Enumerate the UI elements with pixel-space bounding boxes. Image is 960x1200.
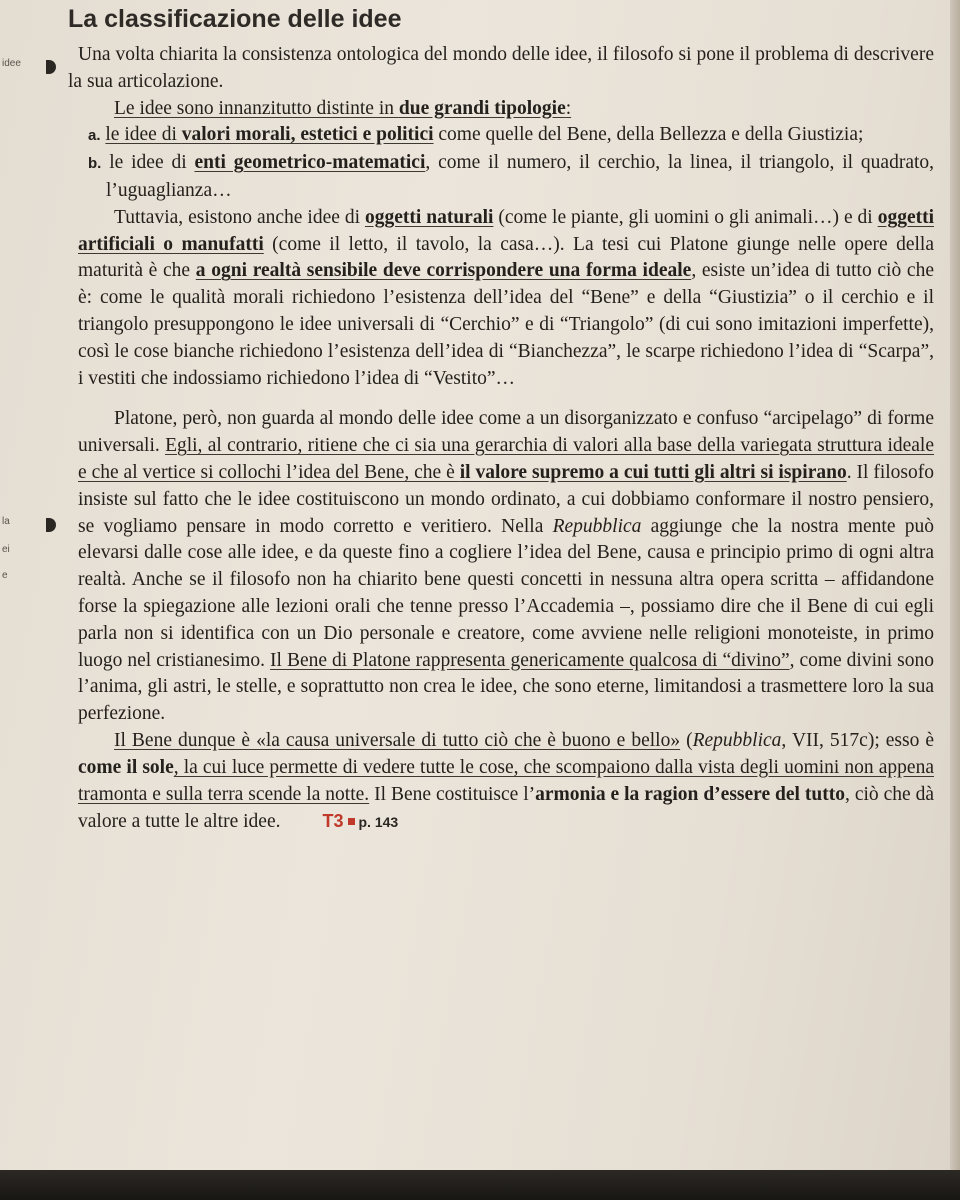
page-edge (950, 0, 960, 1170)
type-b-bold: enti geometrico-matematici (194, 152, 426, 174)
para3-s2: , VII, 517c); esso è (781, 729, 934, 751)
type-item-b (78, 150, 934, 205)
types-intro-pre: Le idee sono innanzitutto distinte in (114, 97, 399, 119)
gerarchia-paragraph (78, 406, 934, 728)
para2-s2: . Il filosofo insiste sul fatto che le idee costituiscono un mondo ordinato, a cui dobbiamo conformare il nostro pensiero, se vogliamo pensare in modo corretto e veritiero. Nella (78, 461, 934, 537)
types-block (78, 96, 934, 393)
para3-i1: Repubblica (692, 729, 782, 751)
intro-paragraph-text: Una volta chiarita la consistenza ontologica del mondo delle idee, il filosofo si pone il problema di descrivere la sua articolazione. (68, 44, 934, 92)
para2-s3: aggiunge che la nostra mente può elevarsi dalle cose alle idee, e da queste fino a cogliere l’idea del Bene, causa e principio primo di ogni altra realtà. Anche se il filosofo non ha chiarito bene questi concetti in nessuna altra opera scritta – affidandone forse la spiegazione alle lezioni orali che tenne presso l’Accademia –, possiamo dire che il Bene di cui egli parla non si identifica con un Dio personale e creatore, come avviene nelle religioni monoteiste, in primo luogo nel cristianesimo. (78, 515, 934, 671)
type-b-post: , come il numero, il cerchio, la linea, il triangolo, il quadrato, l’uguaglianza… (106, 152, 935, 201)
type-a-post: come quelle del Bene, della Bellezza e della Giustizia; (433, 124, 864, 146)
para2-u1: Egli, al contrario, ritiene che ci sia una gerarchia di valori alla base della variegata struttura ideale e che al vertice si collochi l’idea del Bene, che è (78, 435, 934, 483)
bene-paragraph (78, 728, 934, 836)
tuttavia-b1: oggetti naturali (364, 206, 494, 228)
paragraph-bullet-icon (46, 60, 56, 74)
para3-u1: Il Bene dunque è «la causa universale di tutto ciò che è buono e bello» (114, 729, 681, 751)
intro-paragraph (68, 42, 934, 96)
margin-tag-idee: idee (2, 58, 21, 69)
types-intro (78, 96, 934, 123)
para3-u2: , la cui luce permette di vedere tutte le cose, che scompaiono dalla vista degli uomini non appena tramonta e sulla terra scende la notte. (78, 756, 934, 805)
type-a-bold: valori morali, estetici e politici (181, 124, 434, 146)
margin-tag-e: e (2, 570, 8, 581)
para2-u2: Il Bene di Platone rappresenta genericamente qualcosa di “divino” (270, 649, 790, 671)
tuttavia-b2: oggetti artificiali o manufatti (78, 206, 934, 255)
para2-s4: , come divini sono l’anima, gli astri, le stelle, e soprattutto non crea le idee, che sono eterne, limitandosi a trasmettere loro la sua perfezione. (78, 649, 934, 725)
tuttavia-s1: Tuttavia, esistono anche idee di (114, 206, 365, 228)
type-b-pre: le idee di (109, 152, 195, 174)
bottom-shadow (0, 1170, 960, 1200)
tuttavia-paragraph (78, 205, 934, 393)
types-intro-bold: due grandi tipologie (398, 97, 566, 119)
reference-page[interactable]: p. 143 (358, 814, 399, 831)
para2-i1: Repubblica (552, 515, 642, 537)
para3-b2: armonia e la ragion d’essere del tutto (535, 783, 845, 805)
tuttavia-b3: a ogni realtà sensibile deve corrispondere una forma ideale (195, 260, 692, 282)
type-a-pre: le idee di (105, 124, 182, 146)
type-b-letter: b. (88, 155, 102, 173)
tuttavia-s4: , esiste un’idea di tutto ciò che è: come le qualità morali richiedono l’esistenza dell’idea del “Bene” e della “Giustizia” o il cerchio e il triangolo presuppongono le idee universali di “Cerchio” e di “Triangolo” (di cui sono imitazioni imperfette), così le cose bianche richiedono l’esistenza dell’idea di “Bianchezza”, le scarpe richiedono l’idea di “Scarpa”, i vestiti che indossiamo richiedono l’idea di “Vestito”… (78, 260, 934, 389)
types-intro-post: : (565, 97, 572, 119)
text-reference-link[interactable] (286, 808, 398, 836)
type-item-a (78, 122, 934, 150)
tuttavia-s2: (come le piante, gli uomini o gli animali…) e di (493, 206, 878, 228)
margin-tag-la: la (2, 516, 10, 527)
section-title: La classificazione delle idee (68, 5, 402, 33)
para3-s3: Il Bene costituisce l’ (369, 783, 536, 805)
tuttavia-s3: (come il letto, il tavolo, la casa…). La tesi cui Platone giunge nelle opere della maturità è che (78, 233, 934, 282)
reference-code[interactable]: T3 (322, 811, 344, 832)
margin-tag-ei: ei (2, 544, 10, 555)
para2-b1: il valore supremo a cui tutti gli altri si ispirano (459, 461, 847, 483)
para3-b1: come il sole (78, 756, 174, 778)
para3-s4: , ciò che dà valore a tutte le altre idee. (78, 783, 934, 833)
para2-s1: Platone, però, non guarda al mondo delle idee come a un disorganizzato e confuso “arcipelago” di forme universali. (78, 408, 934, 457)
paragraph-bullet-icon-2 (46, 518, 56, 532)
para3-s1: ( (680, 729, 693, 751)
reference-square-icon (348, 818, 355, 825)
type-a-letter: a. (88, 127, 101, 145)
